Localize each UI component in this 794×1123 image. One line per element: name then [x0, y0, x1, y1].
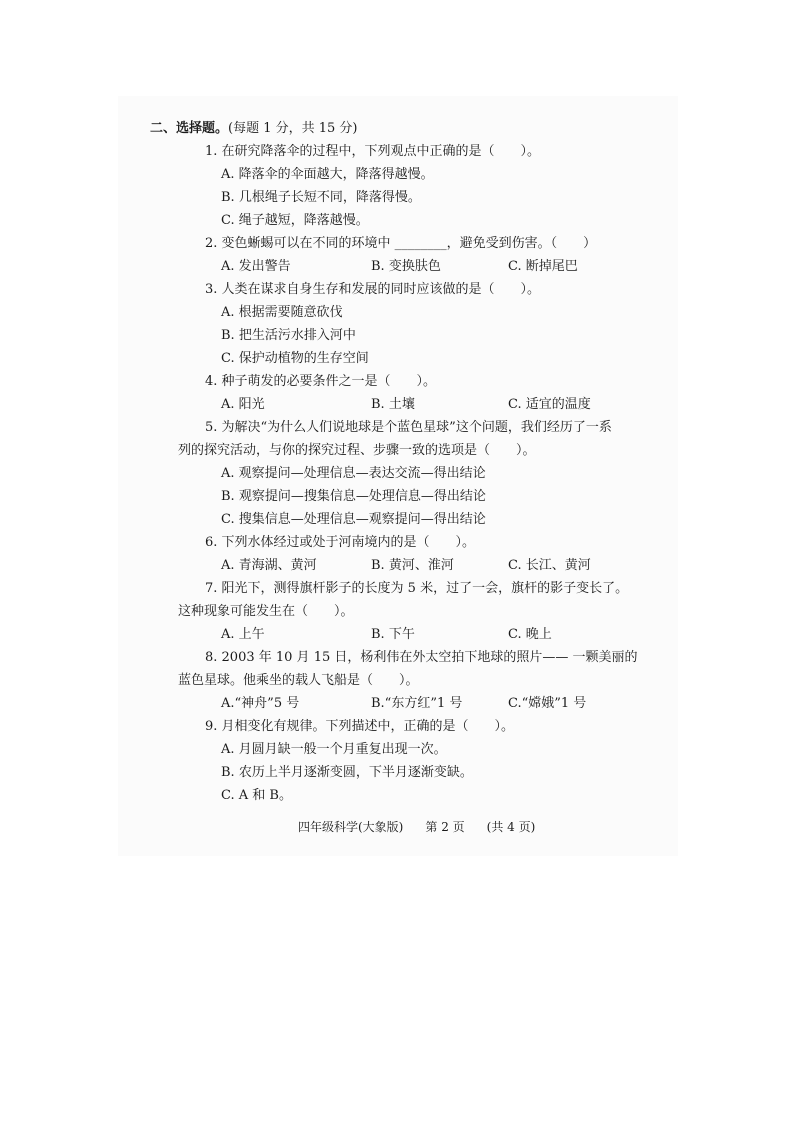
question-8-option-c: C.“嫦娥”1 号 [508, 696, 587, 711]
question-2-option-b: B. 变换肤色 [371, 259, 441, 274]
question-7-option-c: C. 晚上 [508, 627, 552, 642]
footer-subject: 四年级科学(大象版) [298, 820, 404, 834]
question-2-option-c: C. 断掉尾巴 [508, 259, 578, 274]
question-8-option-a: A.“神舟”5 号 [221, 696, 300, 711]
question-8-option-b: B.“东方红”1 号 [371, 696, 463, 711]
footer-page-number: 第 2 页 [425, 820, 465, 834]
footer-total-pages: (共 4 页) [486, 820, 536, 834]
question-4: 4. 种子萌发的必要条件之一是（ ）。 [205, 374, 437, 389]
question-5-option-c: C. 搜集信息—处理信息—观察提问—得出结论 [221, 512, 486, 527]
question-3-option-a: A. 根据需要随意砍伐 [221, 305, 343, 320]
question-7-option-b: B. 下午 [371, 627, 415, 642]
question-7-line-1: 7. 阳光下，测得旗杆影子的长度为 5 米，过了一会，旗杆的影子变长了。 [205, 581, 629, 596]
question-1-option-b: B. 几根绳子长短不同，降落得慢。 [221, 190, 421, 205]
question-9: 9. 月相变化有规律。下列描述中，正确的是（ ）。 [205, 719, 515, 734]
question-5-line-1: 5. 为解决“为什么人们说地球是个蓝色星球”这个问题，我们经历了一系 [205, 420, 612, 435]
question-1-option-a: A. 降落伞的伞面越大，降落得越慢。 [221, 167, 434, 182]
section-title: 二、选择题。 [150, 121, 229, 136]
question-5-option-b: B. 观察提问—搜集信息—处理信息—得出结论 [221, 489, 486, 504]
question-8-line-2: 蓝色星球。他乘坐的载人飞船是（ ）。 [178, 673, 419, 688]
question-6: 6. 下列水体经过或处于河南境内的是（ ）。 [205, 535, 476, 550]
question-3-option-c: C. 保护动植物的生存空间 [221, 351, 369, 366]
question-1: 1. 在研究降落伞的过程中，下列观点中正确的是（ ）。 [205, 144, 541, 159]
question-6-option-c: C. 长江、黄河 [508, 558, 591, 573]
question-2: 2. 变色蜥蜴可以在不同的环境中 ________，避免受到伤害。（ ） [205, 236, 597, 251]
question-2-option-a: A. 发出警告 [221, 259, 291, 274]
question-3: 3. 人类在谋求自身生存和发展的同时应该做的是（ ）。 [205, 282, 541, 297]
question-1-option-c: C. 绳子越短，降落越慢。 [221, 213, 369, 228]
question-7-line-2: 这种现象可能发生在（ ）。 [178, 604, 354, 619]
question-5-option-a: A. 观察提问—处理信息—表达交流—得出结论 [221, 466, 486, 481]
question-6-option-b: B. 黄河、淮河 [371, 558, 454, 573]
question-9-option-b: B. 农历上半月逐渐变圆，下半月逐渐变缺。 [221, 765, 473, 780]
question-5-line-2: 列的探究活动，与你的探究过程、步骤一致的选项是（ ）。 [178, 443, 536, 458]
question-4-option-c: C. 适宜的温度 [508, 397, 591, 412]
question-6-option-a: A. 青海湖、黄河 [221, 558, 317, 573]
question-7-option-a: A. 上午 [221, 627, 265, 642]
question-4-option-a: A. 阳光 [221, 397, 265, 412]
question-4-option-b: B. 土壤 [371, 397, 415, 412]
question-9-option-c: C. A 和 B。 [221, 788, 292, 803]
question-3-option-b: B. 把生活污水排入河中 [221, 328, 356, 343]
section-scoring-note: (每题 1 分，共 15 分) [228, 121, 358, 136]
question-8-line-1: 8. 2003 年 10 月 15 日，杨利伟在外太空拍下地球的照片—— 一颗美丽的 [205, 650, 638, 665]
page-footer [298, 819, 557, 835]
question-9-option-a: A. 月圆月缺一般一个月重复出现一次。 [221, 742, 447, 757]
section-heading [150, 121, 358, 137]
